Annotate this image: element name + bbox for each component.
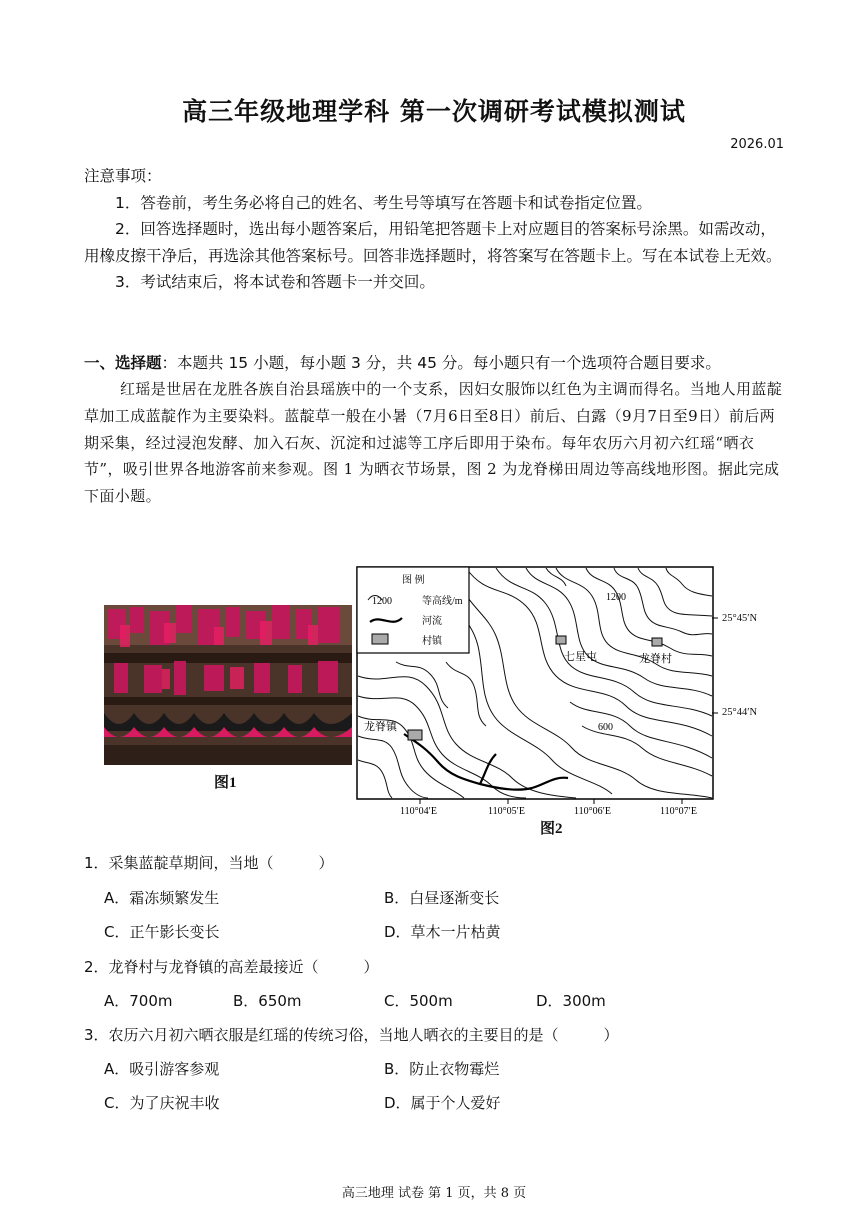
lon-label: 110°04′E bbox=[400, 806, 437, 817]
legend-contour-label: 等高线/m bbox=[422, 596, 463, 607]
section-heading bbox=[84, 350, 786, 376]
note-item: 1．答卷前，考生务必将自己的姓名、考生号等填写在答题卡和试卷指定位置。 bbox=[115, 193, 652, 212]
place-longjicun: 龙脊村 bbox=[639, 653, 672, 665]
option[interactable]: C．为了庆祝丰收 bbox=[104, 1094, 220, 1112]
option[interactable]: D．草木一片枯黄 bbox=[384, 923, 501, 941]
figure2-caption: 图2 bbox=[540, 821, 563, 837]
longjicun-marker bbox=[652, 638, 662, 646]
legend-title: 图 例 bbox=[402, 575, 425, 586]
contour-map bbox=[356, 566, 728, 822]
option[interactable]: D．300m bbox=[536, 992, 606, 1010]
option[interactable]: C．500m bbox=[384, 992, 453, 1010]
note-item: 3．考试结束后，将本试卷和答题卡一并交回。 bbox=[115, 273, 435, 291]
question-stem: 2．龙脊村与龙脊镇的高差最接近（ ） bbox=[84, 958, 379, 976]
place-longjizhen: 龙脊镇 bbox=[364, 721, 397, 733]
place-qixingtun: 七星屯 bbox=[564, 651, 597, 663]
lon-label: 110°07′E bbox=[660, 806, 697, 817]
contour-label-600: 600 bbox=[598, 722, 613, 733]
town-symbol-icon bbox=[372, 634, 388, 644]
lat-label: 25°45′N bbox=[722, 613, 758, 624]
legend-river-label: 河流 bbox=[422, 616, 442, 627]
lon-label: 110°06′E bbox=[574, 806, 611, 817]
contour-label-1200: 1200 bbox=[606, 592, 626, 603]
page-title: 高三年级地理学科 第一次调研考试模拟测试 bbox=[182, 97, 686, 126]
lon-label: 110°05′E bbox=[488, 806, 525, 817]
festival-photo-illustration bbox=[104, 605, 352, 765]
note-item: 2．回答选择题时，选出每小题答案后，用铅笔把答题卡上对应题目的答案标号涂黑。如需改动，用橡皮擦干净后，再选涂其他答案标号。回答非选择题时，将答案写在答题卡上。写在本试卷上无效。 bbox=[84, 220, 782, 265]
passage-text: 红瑶是世居在龙胜各族自治县瑶族中的一个支系，因妇女服饰以红色为主调而得名。当地人用蓝靛草加工成蓝靛作为主要染料。蓝靛草一般在小暑（7月6日至8日）前后、白露（9月7日至9日）前后两期采集，经过浸泡发酵、加入石灰、沉淀和过滤等工序后即用于染布。每年农历六月初六红瑶“晒衣节”，吸引世界各地游客前来参观。图 1 为晒衣节场景，图 2 为龙脊梯田周边等高线地形图。据此完成下面小题。 bbox=[84, 380, 783, 506]
festival-photo bbox=[104, 605, 352, 765]
legend-contour-value: 1200 bbox=[372, 596, 392, 607]
reading-passage bbox=[84, 376, 786, 510]
option[interactable]: A．霜冻频繁发生 bbox=[104, 889, 220, 907]
section-instructions: ：本题共 15 小题，每小题 3 分，共 45 分。每小题只有一个选项符合题目要求。 bbox=[161, 354, 721, 372]
page-footer: 高三地理 试卷 第 1 页，共 8 页 bbox=[341, 1186, 527, 1201]
lat-label: 25°44′N bbox=[722, 707, 758, 718]
option[interactable]: A．700m bbox=[104, 992, 173, 1010]
legend-town-label: 村镇 bbox=[422, 636, 442, 647]
option[interactable]: B．650m bbox=[233, 992, 302, 1010]
option[interactable]: D．属于个人爱好 bbox=[384, 1094, 501, 1112]
question-stem: 3．农历六月初六晒衣服是红瑶的传统习俗，当地人晒衣的主要目的是（ ） bbox=[84, 1026, 619, 1044]
notes-block bbox=[84, 163, 786, 296]
exam-date: 2026.01 bbox=[730, 137, 784, 152]
option[interactable]: C．正午影长变长 bbox=[104, 923, 220, 941]
figure1-caption: 图1 bbox=[214, 775, 237, 791]
contour-map-svg bbox=[356, 566, 728, 818]
question-stem: 1．采集蓝靛草期间，当地（ ） bbox=[84, 854, 334, 872]
notes-heading: 注意事项： bbox=[84, 167, 162, 185]
longjizhen-marker bbox=[408, 730, 422, 740]
option[interactable]: A．吸引游客参观 bbox=[104, 1060, 220, 1078]
qixingtun-marker bbox=[556, 636, 566, 644]
section-title: 一、选择题 bbox=[84, 354, 162, 372]
option[interactable]: B．防止衣物霉烂 bbox=[384, 1060, 500, 1078]
option[interactable]: B．白昼逐渐变长 bbox=[384, 889, 500, 907]
